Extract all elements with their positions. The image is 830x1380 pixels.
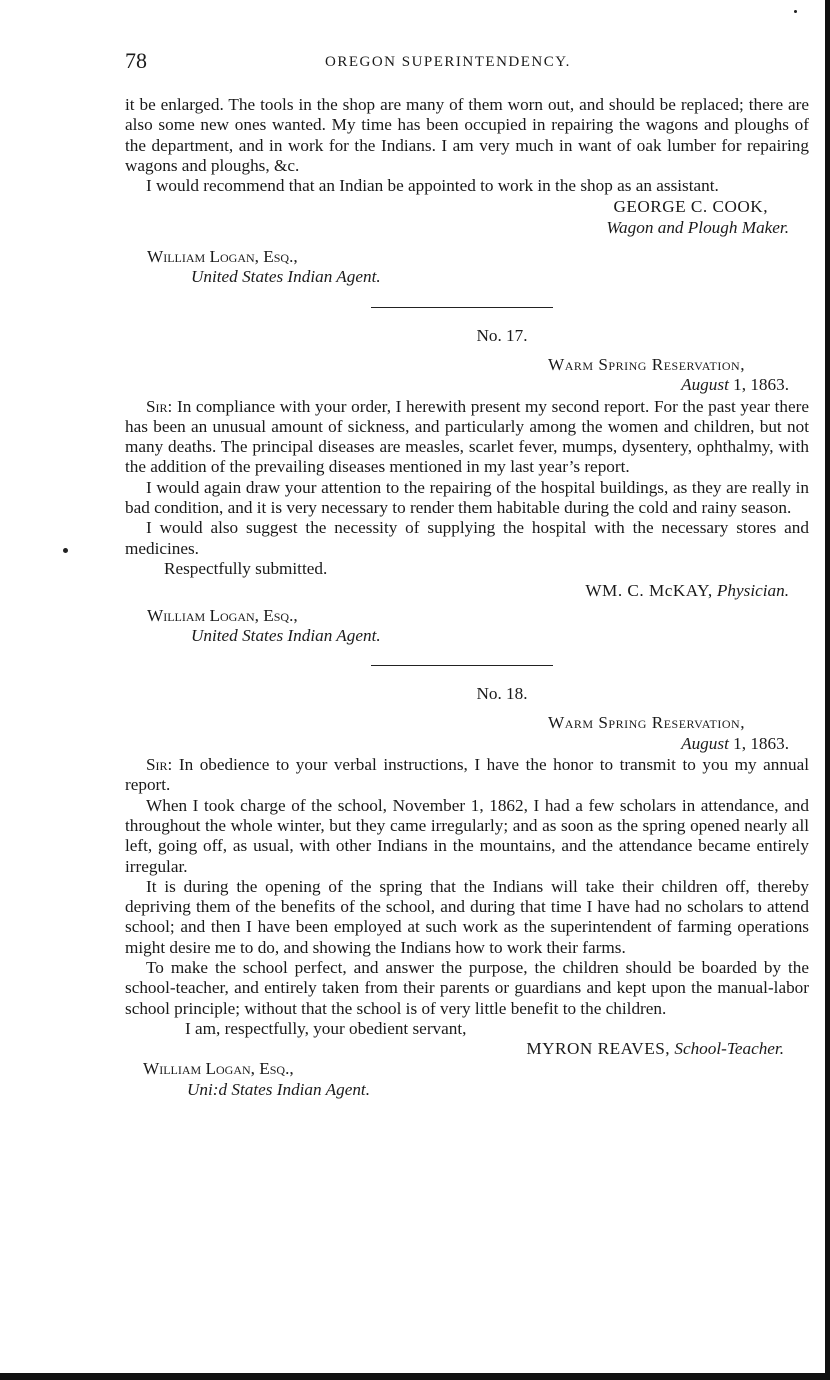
date-line bbox=[125, 734, 809, 754]
signature-name: MYRON REAVES, bbox=[526, 1039, 671, 1059]
running-head: OREGON SUPERINTENDENCY. bbox=[325, 54, 571, 70]
salutation: Sir: bbox=[146, 396, 173, 416]
page-body bbox=[125, 95, 809, 1100]
paragraph-text: In obedience to your verbal instructions, I have the honor to transmit to you my annual report. bbox=[125, 755, 809, 795]
signature-role: School-Teacher. bbox=[674, 1039, 784, 1059]
date-month: August bbox=[681, 733, 729, 753]
salutation: Sir: bbox=[146, 755, 173, 775]
addressee-name: William Logan, Esq., bbox=[143, 1059, 294, 1079]
signature-name: GEORGE C. COOK, bbox=[613, 197, 768, 217]
page-number: 78 bbox=[125, 48, 147, 73]
paragraph: I would recommend that an Indian be appointed to work in the shop as an assistant. bbox=[146, 176, 719, 196]
paragraph: it be enlarged. The tools in the shop are many of them worn out, and should be replaced; there are also some new ones wanted. My time has been occupied in repairing the wagons and ploughs of the department, and in work for the Indians. I am very much in want of oak lumber for repairing wagons and ploughs, &c. bbox=[125, 95, 809, 175]
paragraph-text: In compliance with your order, I herewith present my second report. For the past year there has been an unusual amount of sickness, and particularly among the women and children, but not many deaths. The principal diseases are measles, scarlet fever, mumps, dysentery, ophthalmy, with the addition of the prevailing diseases mentioned in my last year’s report. bbox=[125, 396, 809, 477]
paragraph: To make the school perfect, and answer the purpose, the children should be boarded by the school-teacher, and entirely taken from their parents or guardians and kept upon the manual-labor school principle; without that the school is of very little benefit to the children. bbox=[125, 957, 809, 1018]
signature bbox=[125, 1039, 809, 1059]
date-month: August bbox=[681, 375, 729, 395]
signature-role: Wagon and Plough Maker. bbox=[606, 217, 789, 237]
signature bbox=[125, 197, 809, 238]
addressee-name: William Logan, Esq., bbox=[147, 605, 298, 625]
scan-edge-right bbox=[825, 0, 830, 1380]
scan-speck bbox=[794, 10, 797, 13]
signature bbox=[125, 581, 809, 601]
signature-role: Physician. bbox=[716, 581, 789, 601]
place-line: Warm Spring Reservation, bbox=[548, 713, 745, 733]
paragraph: It is during the opening of the spring that the Indians will take their children off, thereby depriving them of the benefits of the school, and during that time I have had no scholars to attend school; and then I have been employed at such work as the superintendent of farming operations might desire me to do, and showing the Indians how to work their farms. bbox=[125, 876, 809, 957]
signature-name: WM. C. McKAY, bbox=[585, 581, 713, 601]
date-rest: 1, 1863. bbox=[728, 375, 789, 395]
paragraph: I would also suggest the necessity of supplying the hospital with the necessary stores and medicines. bbox=[125, 518, 809, 558]
addressee-title: United States Indian Agent. bbox=[191, 267, 381, 287]
date-rest: 1, 1863. bbox=[728, 733, 789, 753]
paragraph bbox=[125, 755, 809, 796]
addressee-name: William Logan, Esq., bbox=[147, 247, 298, 267]
addressee-title: Uni:d States Indian Agent. bbox=[187, 1079, 370, 1099]
closing: Respectfully submitted. bbox=[164, 558, 328, 578]
date-line bbox=[125, 375, 809, 395]
page-header bbox=[125, 48, 785, 78]
scan-edge-bottom bbox=[0, 1373, 830, 1380]
document-number: No. 17. bbox=[476, 325, 528, 345]
section-divider bbox=[371, 307, 553, 308]
place-line: Warm Spring Reservation, bbox=[548, 354, 745, 374]
scan-speck bbox=[63, 548, 68, 553]
document-number: No. 18. bbox=[476, 684, 528, 704]
addressee-title: United States Indian Agent. bbox=[191, 625, 381, 645]
closing: I am, respectfully, your obedient servant, bbox=[185, 1018, 467, 1038]
paragraph: When I took charge of the school, November 1, 1862, I had a few scholars in attendance, and throughout the whole winter, but they came irregularly; and as soon as the spring opened nearly all left, going off, as usual, with other Indians in the mountains, and the attendance became entirely irregular. bbox=[125, 795, 809, 876]
paragraph bbox=[125, 397, 809, 478]
section-divider bbox=[371, 665, 553, 666]
paragraph: I would again draw your attention to the repairing of the hospital buildings, as they are really in bad condition, and it is very necessary to render them habitable during the cold and rainy season. bbox=[125, 477, 809, 518]
